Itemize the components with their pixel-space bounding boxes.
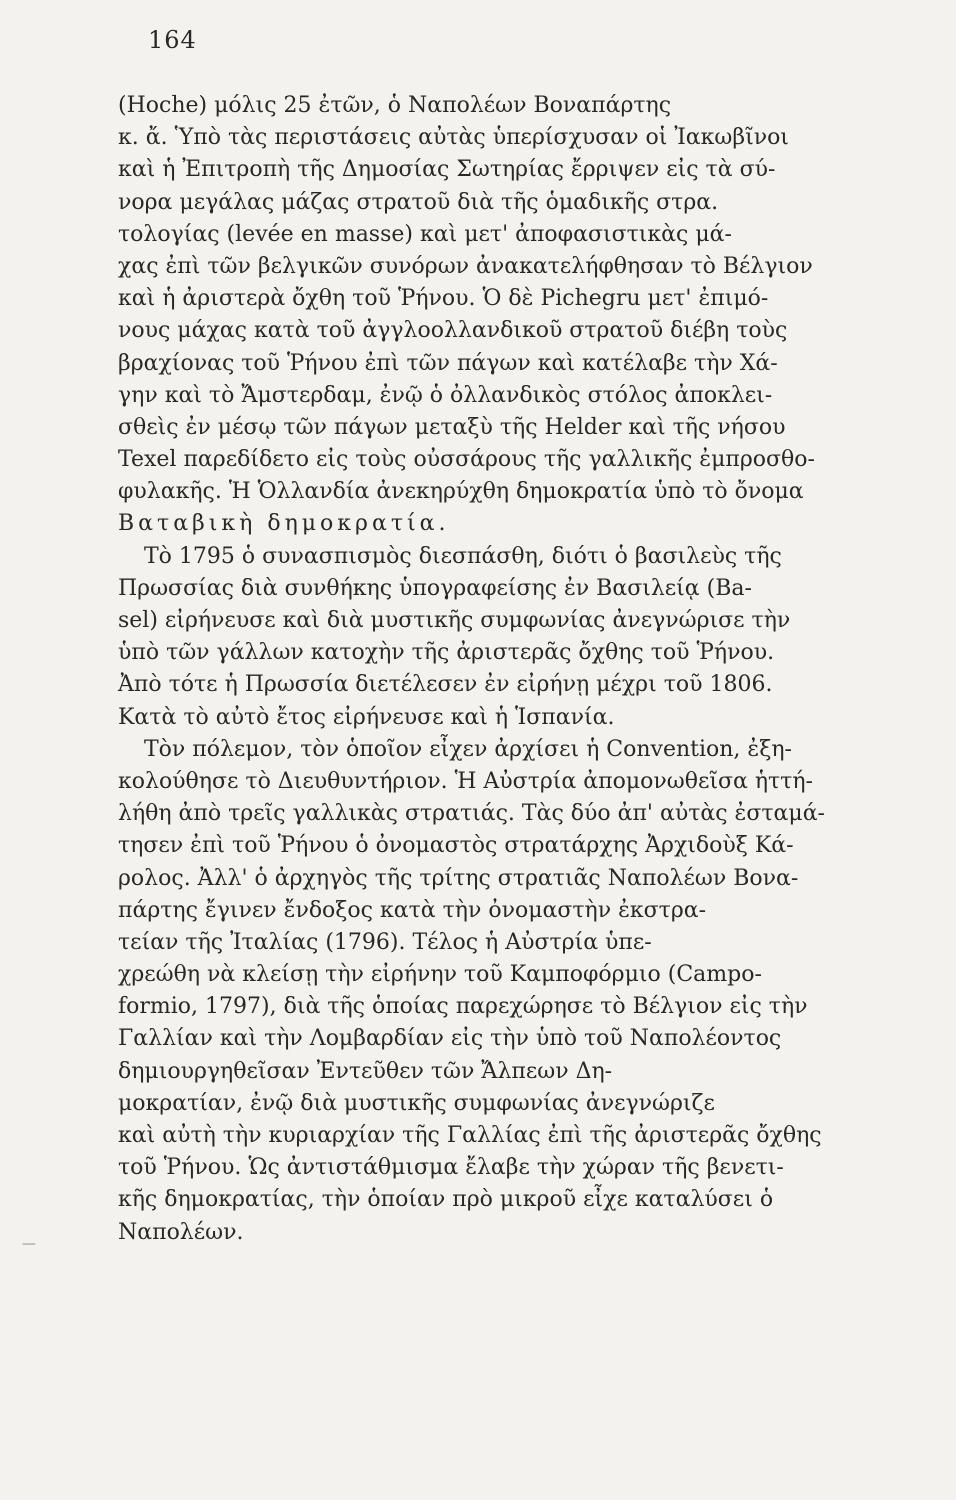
text-line: Γαλλίαν καὶ τὴν Λομβαρδίαν εἰς τὴν ὑπὸ τοῦ Ναπολέοντος	[118, 1026, 782, 1052]
text-line: ρολος. Ἀλλ' ὁ ἀρχηγὸς τῆς τρίτης στρατιᾶς Ναπολέων Βονα-	[118, 865, 799, 891]
text-line: ὑπὸ τῶν γάλλων κατοχὴν τῆς ἀριστερᾶς ὄχθης τοῦ Ῥήνου.	[118, 640, 775, 666]
text-line: δημιουργηθεῖσαν Ἐντεῦθεν τῶν Ἄλπεων Δη-	[118, 1058, 613, 1084]
text-line: καὶ ἡ Ἐπιτροπὴ τῆς Δημοσίας Σωτηρίας ἔρριψεν εἰς τὰ σύ-	[118, 157, 776, 183]
text-line: νορα μεγάλας μάζας στρατοῦ διὰ τῆς ὁμαδικῆς στρα.	[118, 189, 719, 215]
text-line: sel) εἰρήνευσε καὶ διὰ μυστικῆς συμφωνίας ἀνεγνώρισε τὴν	[118, 608, 791, 633]
text-line: βραχίονας τοῦ Ῥήνου ἐπὶ τῶν πάγων καὶ κατέλαβε τὴν Χά-	[118, 350, 778, 376]
text-line: Πρωσσίας διὰ συνθήκης ὑπογραφείσης ἐν Βασιλείᾳ (Ba-	[118, 575, 752, 601]
paragraph-start-line: Τὸν πόλεμον, τὸν ὁποῖον εἶχεν ἀρχίσει ἡ Convention, ἐξη-	[144, 736, 792, 762]
text-line: τησεν ἐπὶ τοῦ Ῥήνου ὁ ὀνομαστὸς στρατάρχης Ἀρχιδοὺξ Κά-	[118, 833, 794, 859]
text-line: τοῦ Ῥήνου. Ὡς ἀντιστάθμισμα ἔλαβε τὴν χώραν τῆς βενετι-	[118, 1155, 784, 1181]
text-line: (Hoche) μόλις 25 ἐτῶν, ὁ Ναπολέων Βοναπάρτης	[118, 93, 672, 118]
text-line: φυλακῆς. Ἡ Ὁλλανδία ἀνεκηρύχθη δημοκρατία ὑπὸ τὸ ὄνομα	[118, 479, 804, 505]
text-line: τείαν τῆς Ἰταλίας (1796). Τέλος ἡ Αὐστρία ὑπε-	[118, 929, 652, 955]
text-line: καὶ ἡ ἀριστερὰ ὄχθη τοῦ Ῥήνου. Ὁ δὲ Pichegru μετ' ἐπιμό-	[118, 286, 769, 312]
text-line: κῆς δημοκρατίας, τὴν ὁποίαν πρὸ μικροῦ εἶχε καταλύσει ὁ	[118, 1187, 774, 1213]
text-line: μοκρατίαν, ἐνῷ διὰ μυστικῆς συμφωνίας ἀνεγνώριζε	[118, 1090, 715, 1116]
paragraph-start-line: Τὸ 1795 ὁ συνασπισμὸς διεσπάσθη, διότι ὁ βασιλεὺς τῆς	[144, 543, 782, 569]
text-line: κ. ἄ. Ὑπὸ τὰς περιστάσεις αὐτὰς ὑπερίσχυσαν οἱ Ἰακωβῖνοι	[118, 125, 789, 151]
text-line: τολογίας (levée en masse) καὶ μετ' ἀποφασιστικὰς μά-	[118, 221, 732, 247]
text-line: formio, 1797), διὰ τῆς ὁποίας παρεχώρησε τὸ Βέλγιον εἰς τὴν	[118, 994, 808, 1020]
body-text	[118, 90, 848, 1249]
text-line: χας ἐπὶ τῶν βελγικῶν συνόρων ἀνακατελήφθησαν τὸ Βέλγιον	[118, 253, 813, 279]
text-line: νους μάχας κατὰ τοῦ ἀγγλοολλανδικοῦ στρατοῦ διέβη τοὺς	[118, 318, 788, 344]
margin-mark: —	[22, 1236, 36, 1252]
text-line: γην καὶ τὸ Ἄμστερδαμ, ἐνῷ ὁ ὀλλανδικὸς στόλος ἀποκλει-	[118, 382, 773, 408]
text-line: λήθη ἀπὸ τρεῖς γαλλικὰς στρατιάς. Τὰς δύο ἀπ' αὐτὰς ἐσταμά-	[118, 801, 825, 827]
text-line: Βαταβικὴ δημοκρατία.	[118, 511, 450, 537]
text-line: Texel παρεδίδετο εἰς τοὺς οὐσσάρους τῆς γαλλικῆς ἐμπροσθο-	[118, 447, 815, 473]
text-line: Ναπολέων.	[118, 1219, 244, 1245]
text-line: πάρτης ἔγινεν ἔνδοξος κατὰ τὴν ὀνομαστὴν ἐκστρα-	[118, 897, 707, 923]
text-line: καὶ αὐτὴ τὴν κυριαρχίαν τῆς Γαλλίας ἐπὶ τῆς ἀριστερᾶς ὄχθης	[118, 1123, 822, 1148]
text-line: χρεώθη νὰ κλείσῃ τὴν εἰρήνην τοῦ Καμποφόρμιο (Campo-	[118, 962, 762, 988]
text-line: Κατὰ τὸ αὐτὸ ἔτος εἰρήνευσε καὶ ἡ Ἱσπανία.	[118, 704, 615, 730]
page-number: 164	[148, 26, 197, 54]
text-line: σθεὶς ἐν μέσῳ τῶν πάγων μεταξὺ τῆς Helder καὶ τῆς νήσου	[118, 414, 786, 440]
text-line: κολούθησε τὸ Διευθυντήριον. Ἡ Αὐστρία ἀπομονωθεῖσα ἡττή-	[118, 768, 813, 794]
text-line: Ἀπὸ τότε ἡ Πρωσσία διετέλεσεν ἐν εἰρήνῃ μέχρι τοῦ 1806.	[118, 672, 773, 698]
